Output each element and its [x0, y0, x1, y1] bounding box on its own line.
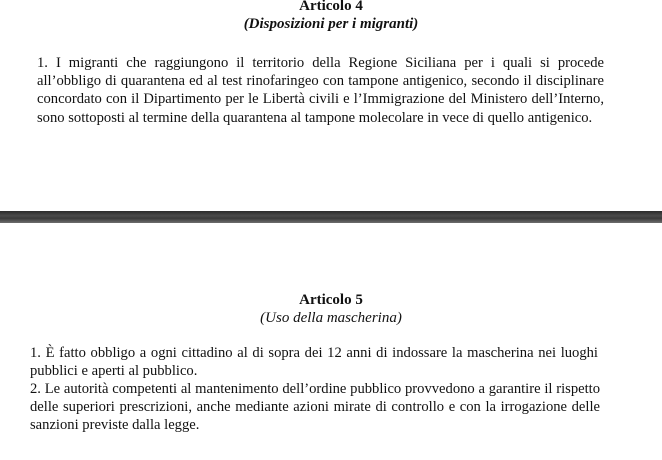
article-5-subtitle: (Uso della mascherina) [260, 310, 402, 326]
article-4-subtitle: (Disposizioni per i migranti) [243, 16, 419, 32]
article-5-heading [0, 291, 662, 327]
article-5-paragraph-2: 2. Le autorità competenti al mantenimento dell’ordine pubblico provvedono a garantire il rispetto delle superiori prescrizioni, anche mediante azioni mirate di controllo e con la irrogazione delle sanzioni previste dalla legge. [30, 381, 600, 434]
article-4-heading [0, 0, 662, 33]
article-5-title: Articolo 5 [299, 292, 363, 308]
article-4-paragraph: 1. I migranti che raggiungono il territorio della Regione Siciliana per i quali si procede all’obbligo di quarantena ed al test rinofaringeo con tampone antigenico, secondo il disciplinare concordato con il Dipartimento per le Libertà civili e l’Immigrazione del Ministero dell’Interno, sono sottoposti al termine della quarantena al tampone molecolare in vece di quello antigenico. [37, 55, 604, 126]
page-divider [0, 211, 662, 223]
article-5-paragraph-1: 1. È fatto obbligo a ogni cittadino al di sopra dei 12 anni di indossare la mascherina nei luoghi pubblici e aperti al pubblico. [30, 345, 598, 380]
article-4-title: Articolo 4 [299, 0, 363, 14]
